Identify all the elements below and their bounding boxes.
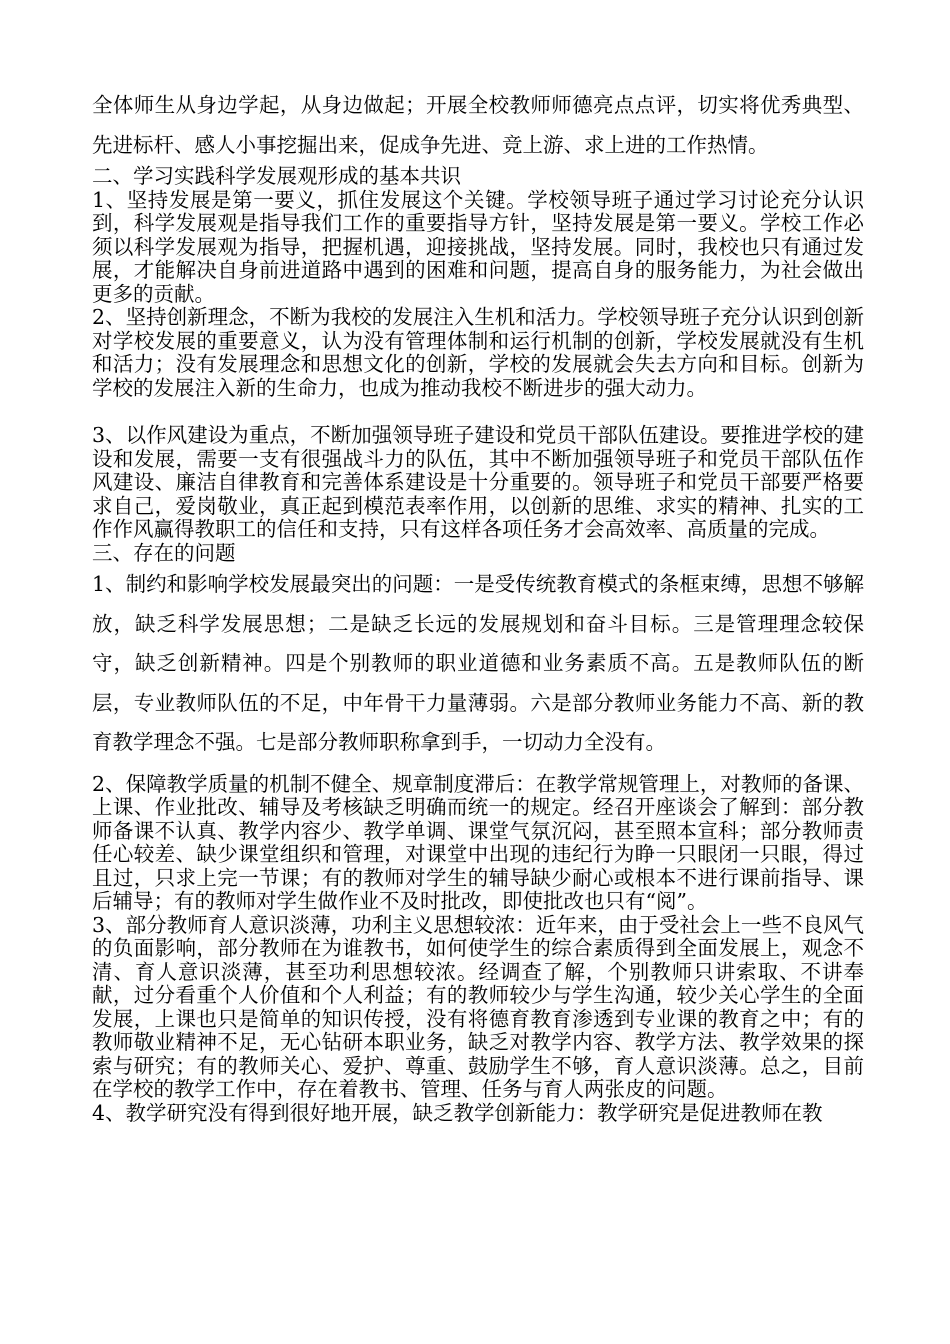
section-3-paragraph-1: 1、制约和影响学校发展最突出的问题：一是受传统教育模式的条框束缚，思想不够解放，缺乏科学发展思想；二是缺乏长远的发展规划和奋斗目标。三是管理理念较保守，缺乏创新精神。四是个别教师的职业道德和业务素质不高。五是教师队伍的断层，专业教师队伍的不足，中年骨干力量薄弱。六是部分教师业务能力不高、新的教育教学理念不强。七是部分教师职称拿到手，一切动力全没有。 <box>92 572 864 754</box>
section-3-paragraph-3: 3、部分教师育人意识淡薄，功利主义思想较浓：近年来，由于受社会上一些不良风气的负面影响，部分教师在为谁教书，如何使学生的综合素质得到全面发展上，观念不清、育人意识淡薄，甚至功利思想较浓。经调查了解，个别教师只讲索取、不讲奉献，过分看重个人价值和个人利益；有的教师较少与学生沟通，较少关心学生的全面发展，上课也只是简单的知识传授，没有将德育教育渗透到专业课的教育之中；有的教师敬业精神不足，无心钻研本职业务，缺乏对教学内容、教学方法、教学效果的探索与研究；有的教师关心、爱护、尊重、鼓励学生不够，育人意识淡薄。总之，目前在学校的教学工作中，存在着教书、管理、任务与育人两张皮的问题。 <box>92 912 864 1101</box>
section-2-paragraph-2: 2、坚持创新理念，不断为我校的发展注入生机和活力。学校领导班子充分认识到创新对学校发展的重要意义，认为没有管理体制和运行机制的创新，学校发展就没有生机和活力；没有发展理念和思想文化的创新，学校的发展就会失去方向和目标。创新为学校的发展注入新的生命力，也成为推动我校不断进步的强大动力。 <box>92 305 864 400</box>
section-3-paragraph-4: 4、教学研究没有得到很好地开展，缺乏教学创新能力：教学研究是促进教师在教 <box>92 1100 823 1125</box>
section-3-paragraph-2: 2、保障教学质量的机制不健全、规章制度滞后：在教学常规管理上，对教师的备课、上课、作业批改、辅导及考核缺乏明确而统一的规定。经召开座谈会了解到：部分教师备课不认真、教学内容少、教学单调、课堂气氛沉闷，甚至照本宣科；部分教师责任心较差、缺少课堂组织和管理，对课堂中出现的违纪行为睁一只眼闭一只眼，得过且过，只求上完一节课；有的教师对学生的辅导缺少耐心或根本不进行课前指导、课后辅导；有的教师对学生做作业不及时批改，即使批改也只有“阅”。 <box>92 771 864 913</box>
document-page <box>92 86 864 1125</box>
section-2-paragraph-3: 3、以作风建设为重点，不断加强领导班子建设和党员干部队伍建设。要推进学校的建设和发展，需要一支有很强战斗力的队伍，其中不断加强领导班子和党员干部队伍作风建设、廉洁自律教育和完善体系建设是十分重要的。领导班子和党员干部要严格要求自己，爱岗敬业，真正起到模范表率作用，以创新的思维、求实的精神、扎实的工作作风赢得教职工的信任和支持，只有这样各项任务才会高效率、高质量的完成。 <box>92 423 864 541</box>
section-3-heading: 三、存在的问题 <box>92 540 236 565</box>
section-2-heading: 二、学习实践科学发展观形成的基本共识 <box>92 164 461 188</box>
section-2-paragraph-1: 1、坚持发展是第一要义，抓住发展这个关键。学校领导班子通过学习讨论充分认识到，科学发展观是指导我们工作的重要指导方针，坚持发展是第一要义。学校工作必须以科学发展观为指导，把握机遇，迎接挑战，坚持发展。同时，我校也只有通过发展，才能解决自身前进道路中遇到的困难和问题，提高自身的服务能力，为社会做出更多的贡献。 <box>92 187 864 306</box>
intro-paragraph: 全体师生从身边学起，从身边做起；开展全校教师师德亮点点评，切实将优秀典型、先进标杆、感人小事挖掘出来，促成争先进、竞上游、求上进的工作热情。 <box>92 93 864 157</box>
